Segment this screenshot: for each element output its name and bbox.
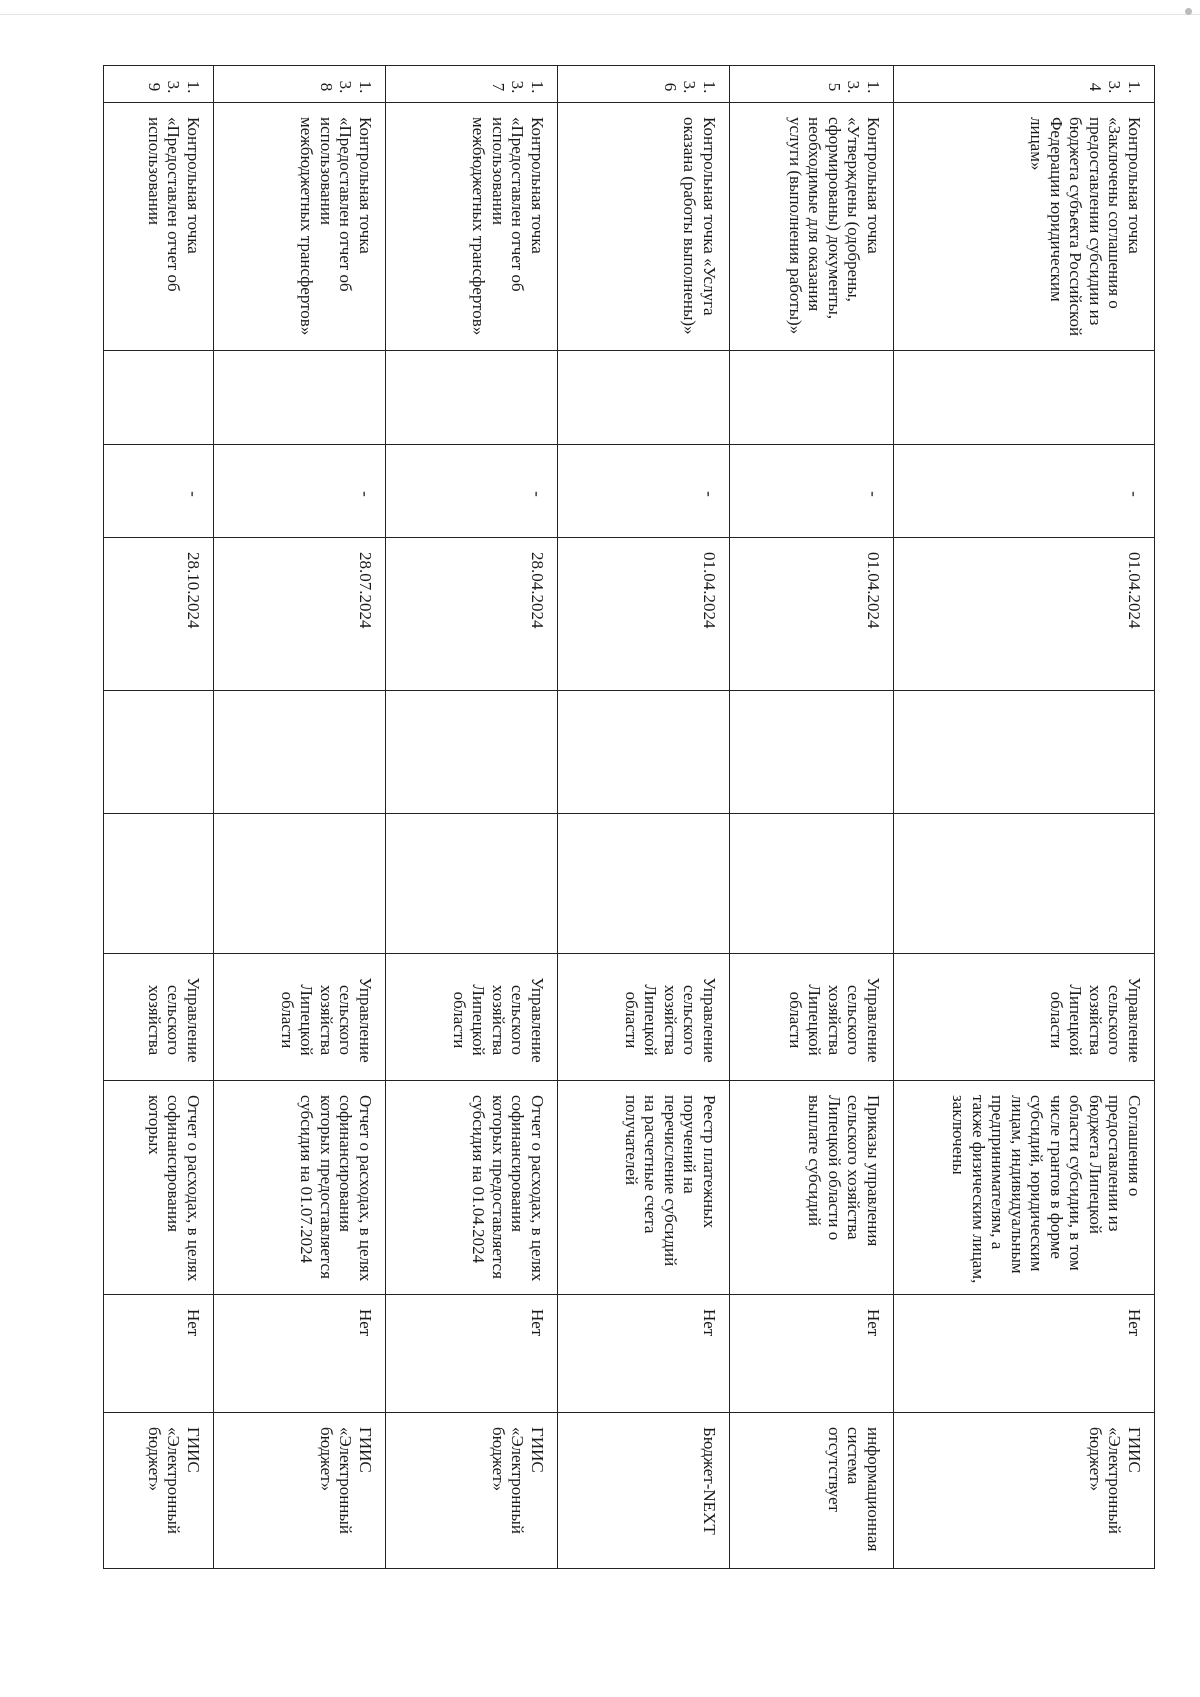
empty-cell xyxy=(730,351,894,445)
responsible-cell: Управление сельского хозяйства xyxy=(104,954,214,1081)
flag-cell: Нет xyxy=(386,1295,558,1413)
row-number: 1.3.5 xyxy=(730,66,894,103)
info-system-cell: ГИИС «Электронный бюджет» xyxy=(214,1413,386,1569)
responsible-cell: Управление сельского хозяйства Липецкой области xyxy=(730,954,894,1081)
empty-cell xyxy=(214,814,386,954)
control-point-name: Контрольная точка «Заключены соглашения о предоставлении субсидии из бюджета субъекта Российской Федерации юридическим лицам» xyxy=(894,103,1155,351)
start-date-cell: - xyxy=(386,445,558,538)
document-cell: Отчет о расходах, в целях софинансирования которых xyxy=(104,1081,214,1295)
empty-cell xyxy=(214,691,386,814)
responsible-cell: Управление сельского хозяйства Липецкой области xyxy=(558,954,730,1081)
end-date-cell: 28.04.2024 xyxy=(386,538,558,691)
document-cell: Соглашения о предоставлении из бюджета Липецкой области субсидии, в том числе грантов в форме субсидий, юридическим лицам, индивидуальным предпринимателям, а также физическим лицам, заключены xyxy=(894,1081,1155,1295)
control-point-name: Контрольная точка «Утверждены (одобрены, сформированы) документы, необходимые для оказания услуги (выполнения работы)» xyxy=(730,103,894,351)
table-row xyxy=(730,66,894,1569)
row-number: 1.3.7 xyxy=(386,66,558,103)
end-date-cell: 28.10.2024 xyxy=(104,538,214,691)
empty-cell xyxy=(104,351,214,445)
empty-cell xyxy=(894,691,1155,814)
flag-cell: Нет xyxy=(558,1295,730,1413)
table-row xyxy=(214,66,386,1569)
table-row xyxy=(558,66,730,1569)
scan-mark xyxy=(1185,8,1192,15)
responsible-cell: Управление сельского хозяйства Липецкой области xyxy=(386,954,558,1081)
end-date-cell: 28.07.2024 xyxy=(214,538,386,691)
flag-cell: Нет xyxy=(104,1295,214,1413)
document-cell: Отчет о расходах, в целях софинансирования которых предоставляется субсидия на 01.07.2024 xyxy=(214,1081,386,1295)
empty-cell xyxy=(558,814,730,954)
flag-cell: Нет xyxy=(214,1295,386,1413)
document-cell: Отчет о расходах, в целях софинансирования которых предоставляется субсидия на 01.04.2024 xyxy=(386,1081,558,1295)
table-row xyxy=(386,66,558,1569)
responsible-cell: Управление сельского хозяйства Липецкой области xyxy=(214,954,386,1081)
start-date-cell: - xyxy=(894,445,1155,538)
info-system-cell: информационная система отсутствует xyxy=(730,1413,894,1569)
end-date-cell: 01.04.2024 xyxy=(558,538,730,691)
info-system-cell: ГИИС «Электронный бюджет» xyxy=(894,1413,1155,1569)
control-point-name: Контрольная точка «Предоставлен отчет об использовании xyxy=(104,103,214,351)
info-system-cell: ГИИС «Электронный бюджет» xyxy=(104,1413,214,1569)
row-number: 1.3.4 xyxy=(894,66,1155,103)
control-point-name: Контрольная точка «Услуга оказана (работы выполнены)» xyxy=(558,103,730,351)
empty-cell xyxy=(104,814,214,954)
row-number: 1.3.6 xyxy=(558,66,730,103)
control-point-name: Контрольная точка «Предоставлен отчет об использовании межбюджетных трансфертов» xyxy=(214,103,386,351)
empty-cell xyxy=(386,814,558,954)
start-date-cell: - xyxy=(730,445,894,538)
empty-cell xyxy=(104,691,214,814)
empty-cell xyxy=(558,691,730,814)
table-row xyxy=(894,66,1155,1569)
empty-cell xyxy=(214,351,386,445)
empty-cell xyxy=(730,691,894,814)
scan-edge xyxy=(0,14,1200,15)
empty-cell xyxy=(894,351,1155,445)
info-system-cell: ГИИС «Электронный бюджет» xyxy=(386,1413,558,1569)
start-date-cell: - xyxy=(214,445,386,538)
row-number: 1.3.8 xyxy=(214,66,386,103)
empty-cell xyxy=(894,814,1155,954)
empty-cell xyxy=(386,691,558,814)
empty-cell xyxy=(730,814,894,954)
info-system-cell: Бюджет-NEXT xyxy=(558,1413,730,1569)
row-number: 1.3.9 xyxy=(104,66,214,103)
flag-cell: Нет xyxy=(730,1295,894,1413)
rotated-page xyxy=(120,65,1155,1568)
control-points-table xyxy=(103,65,1155,1569)
empty-cell xyxy=(386,351,558,445)
start-date-cell: - xyxy=(104,445,214,538)
end-date-cell: 01.04.2024 xyxy=(730,538,894,691)
table-row xyxy=(104,66,214,1569)
document-cell: Приказы управления сельского хозяйства Липецкой области о выплате субсидий xyxy=(730,1081,894,1295)
control-point-name: Контрольная точка «Предоставлен отчет об использовании межбюджетных трансфертов» xyxy=(386,103,558,351)
end-date-cell: 01.04.2024 xyxy=(894,538,1155,691)
flag-cell: Нет xyxy=(894,1295,1155,1413)
responsible-cell: Управление сельского хозяйства Липецкой области xyxy=(894,954,1155,1081)
start-date-cell: - xyxy=(558,445,730,538)
document-cell: Реестр платежных поручений на перечисление субсидий на расчетные счета получателей xyxy=(558,1081,730,1295)
empty-cell xyxy=(558,351,730,445)
